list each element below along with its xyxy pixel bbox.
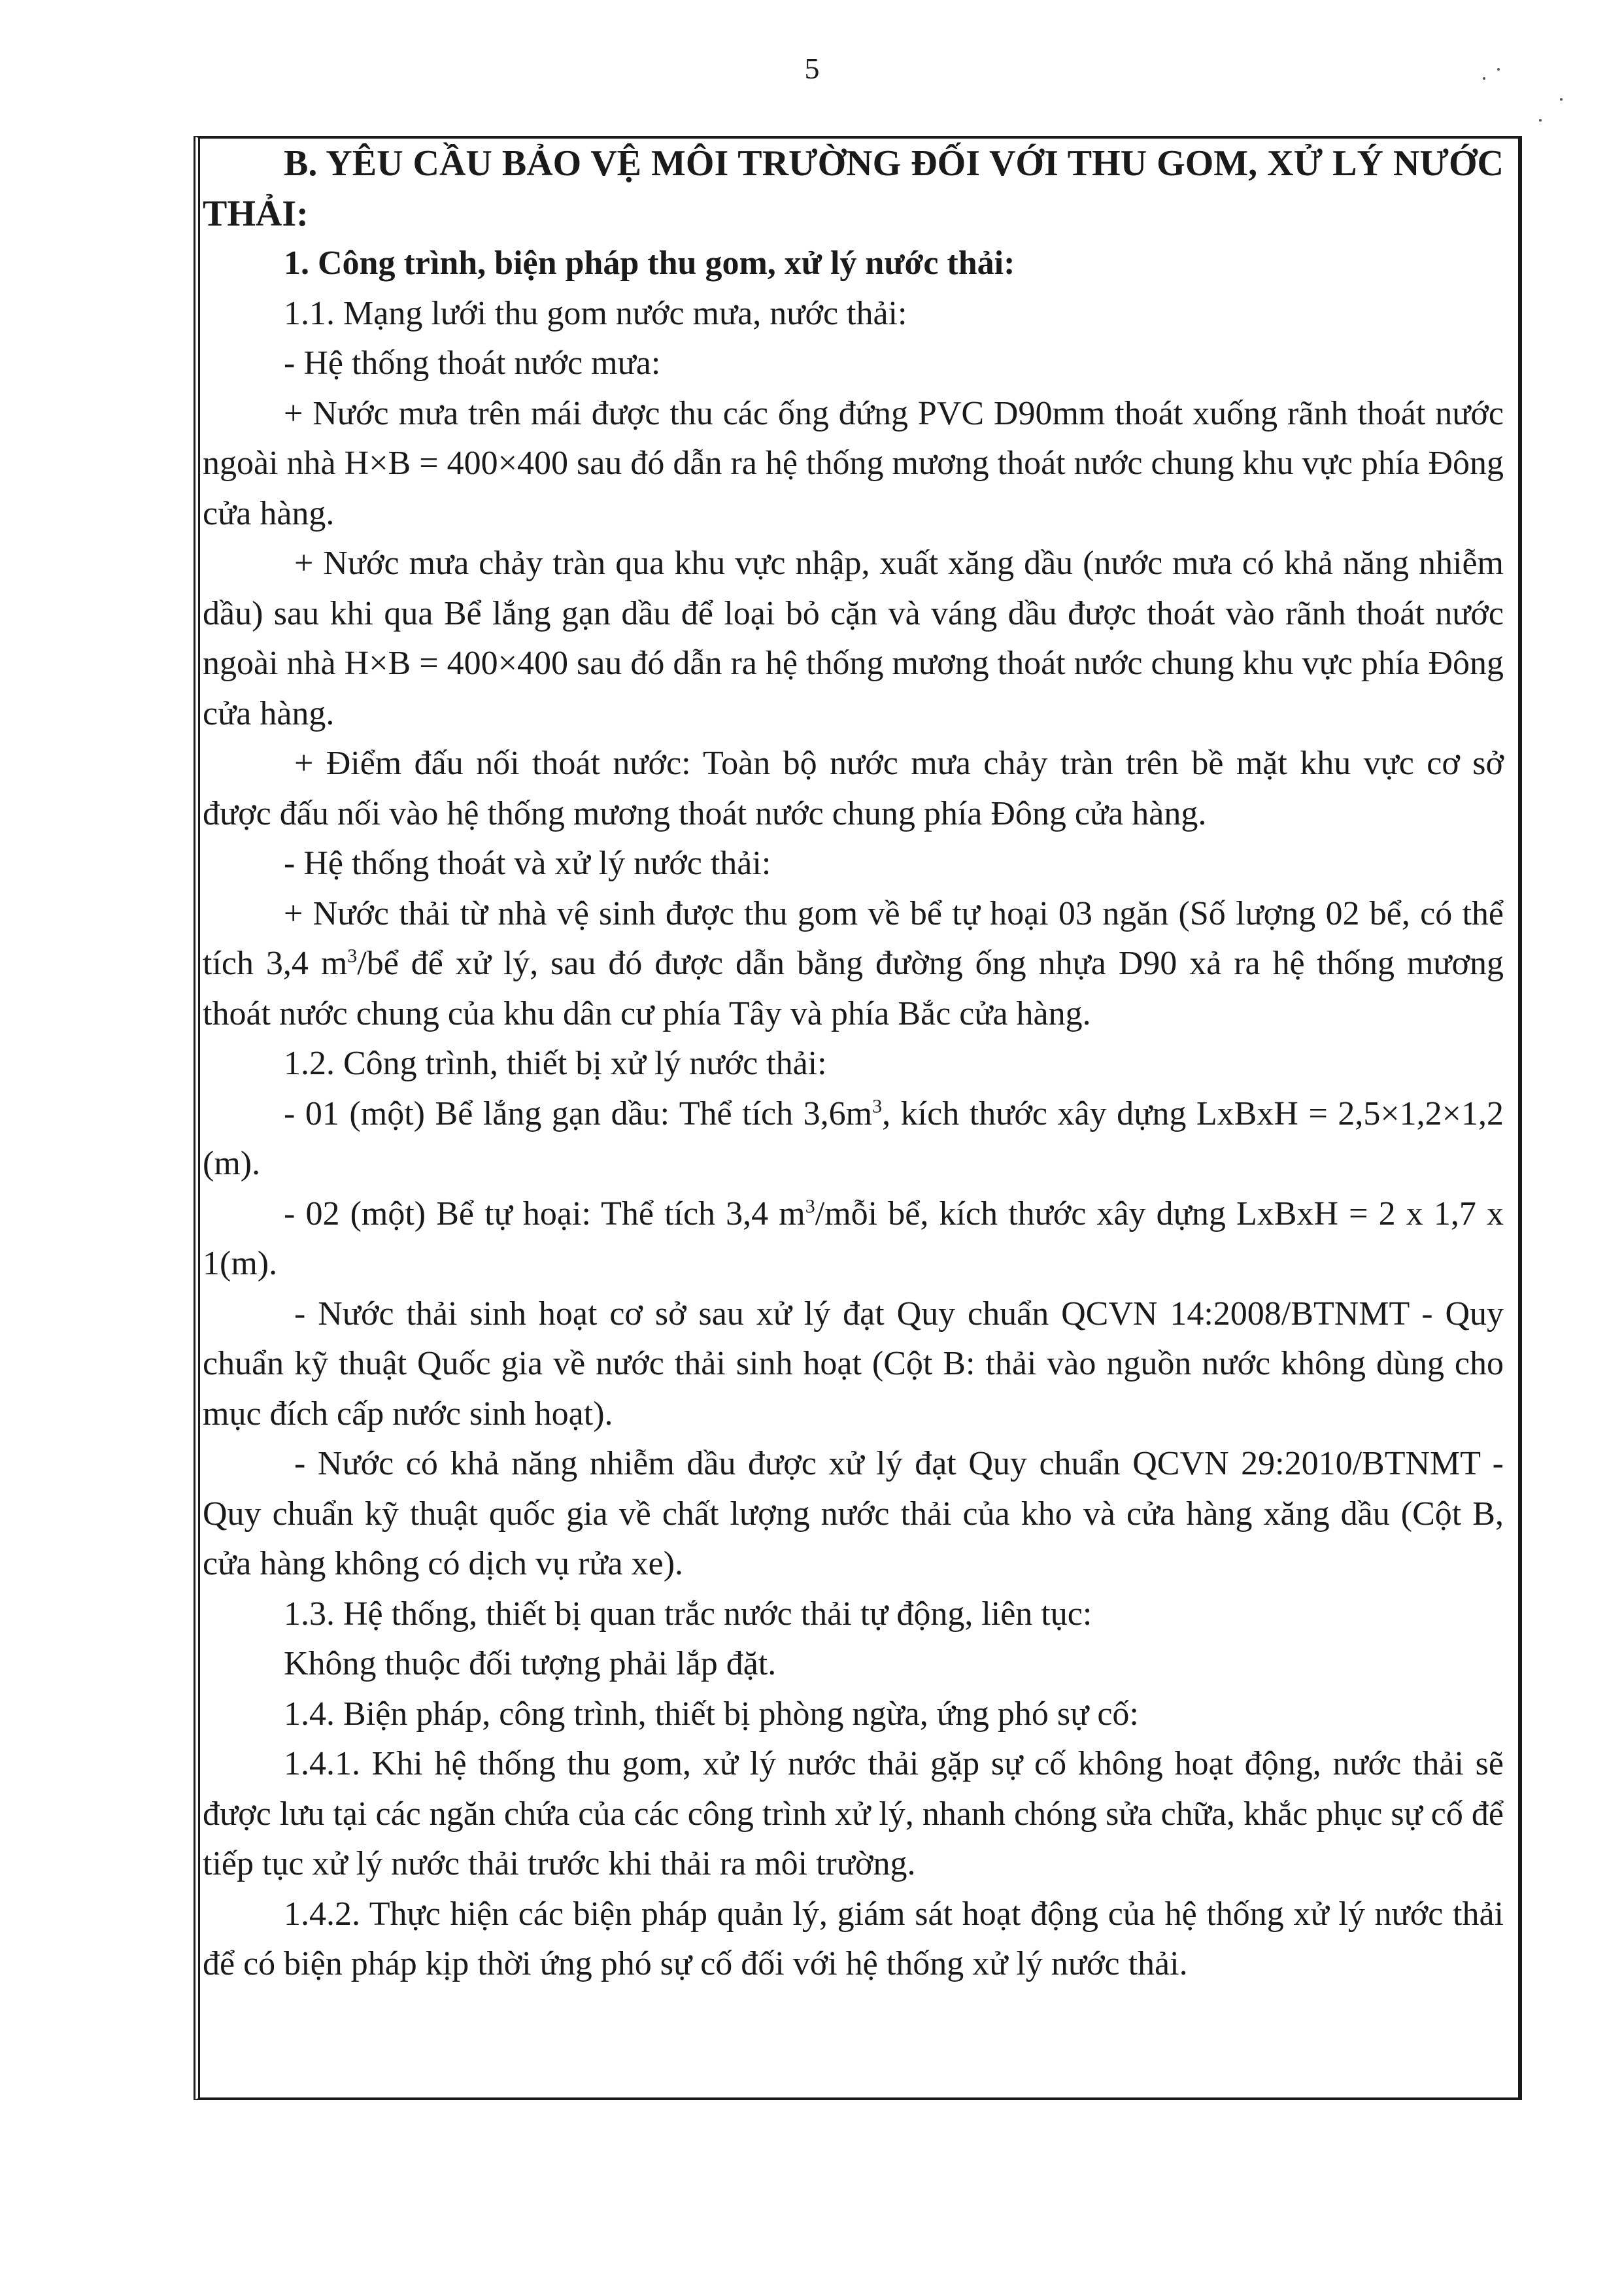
subheading-1-1: 1.1. Mạng lưới thu gom nước mưa, nước thải:	[284, 294, 907, 332]
scan-speck	[1560, 98, 1563, 101]
waste-paragraph-1	[203, 889, 1504, 1040]
equipment-2	[203, 1189, 1504, 1289]
rain-paragraph-1: + Nước mưa trên mái được thu các ống đứng PVC D90mm thoát xuống rãnh thoát nước ngoài nhà H×B = 400×400 sau đó dẫn ra hệ thống mương thoát nước chung khu vực phía Đông cửa hàng.	[203, 394, 1504, 532]
rain-paragraph-3: + Điểm đấu nối thoát nước: Toàn bộ nước mưa chảy tràn trên bề mặt khu vực cơ sở được đấu nối vào hệ thống mương thoát nước chung phía Đông cửa hàng.	[203, 745, 1504, 832]
equipment-1	[203, 1089, 1504, 1189]
paragraph-1-4-1: 1.4.1. Khi hệ thống thu gom, xử lý nước thải gặp sự cố không hoạt động, nước thải sẽ được lưu tại các ngăn chứa của các công trình xử lý, nhanh chóng sửa chữa, khắc phục sự cố để tiếp tục xử lý nước thải trước khi thải ra môi trường.	[203, 1745, 1504, 1882]
equipment-2-part-b: /mỗi bể, kích thước xây dựng LxBxH = 2 x 1,7 x 1(m).	[203, 1195, 1504, 1282]
subheading-1-3-body: Không thuộc đối tượng phải lắp đặt.	[284, 1645, 777, 1682]
standard-2: - Nước có khả năng nhiễm dầu được xử lý đạt Quy chuẩn QCVN 29:2010/BTNMT - Quy chuẩn kỹ thuật quốc gia về chất lượng nước thải của kho và cửa hàng xăng dầu (Cột B, cửa hàng không có dịch vụ rửa xe).	[203, 1445, 1504, 1582]
section-title: B. YÊU CẦU BẢO VỆ MÔI TRƯỜNG ĐỐI VỚI THU GOM, XỬ LÝ NƯỚC THẢI:	[203, 143, 1504, 234]
rain-system-label: - Hệ thống thoát nước mưa:	[284, 345, 661, 382]
scan-speck	[1497, 68, 1500, 71]
page-number: 5	[804, 52, 820, 85]
equipment-1-part-a: - 01 (một) Bể lắng gạn dầu: Thể tích 3,6m	[284, 1095, 873, 1132]
document-body	[203, 139, 1504, 1990]
waste-p1-superscript: 3	[347, 945, 358, 967]
waste-p1-part-a: + Nước thải từ nhà vệ sinh được thu gom về bể tự hoại 03 ngăn (Số lượng 02 bể, có thể tích 3,4 m	[203, 894, 1504, 982]
subheading-1-2: 1.2. Công trình, thiết bị xử lý nước thải:	[284, 1045, 827, 1082]
rain-paragraph-2: + Nước mưa chảy tràn qua khu vực nhập, xuất xăng dầu (nước mưa có khả năng nhiễm dầu) sau khi qua Bể lắng gạn dầu để loại bỏ cặn và váng dầu được thoát vào rãnh thoát nước ngoài nhà H×B = 400×400 sau đó dẫn ra hệ thống mương thoát nước chung khu vực phía Đông cửa hàng.	[203, 545, 1504, 732]
standard-1: - Nước thải sinh hoạt cơ sở sau xử lý đạt Quy chuẩn QCVN 14:2008/BTNMT - Quy chuẩn kỹ thuật Quốc gia về nước thải sinh hoạt (Cột B: thải vào nguồn nước không dùng cho mục đích cấp nước sinh hoạt).	[203, 1295, 1504, 1433]
equipment-1-superscript: 3	[872, 1095, 883, 1117]
paragraph-1-4-2: 1.4.2. Thực hiện các biện pháp quản lý, giám sát hoạt động của hệ thống xử lý nước thải để có biện pháp kịp thời ứng phó sự cố đối với hệ thống xử lý nước thải.	[203, 1895, 1504, 1982]
scan-speck	[1539, 119, 1542, 122]
equipment-2-superscript: 3	[805, 1195, 815, 1217]
scan-speck	[1483, 77, 1485, 80]
subheading-1-3: 1.3. Hệ thống, thiết bị quan trắc nước thải tự động, liên tục:	[284, 1595, 1092, 1633]
equipment-2-part-a: - 02 (một) Bể tự hoại: Thể tích 3,4 m	[284, 1195, 805, 1232]
waste-p1-part-b: /bể để xử lý, sau đó được dẫn bằng đường ống nhựa D90 xả ra hệ thống mương thoát nước chung của khu dân cư phía Tây và phía Bắc cửa hàng.	[203, 945, 1504, 1032]
heading-1: 1. Công trình, biện pháp thu gom, xử lý nước thải:	[284, 245, 1015, 282]
equipment-1-part-b: , kích thước xây dựng LxBxH = 2,5×1,2×1,2 (m).	[203, 1095, 1504, 1182]
subheading-1-4: 1.4. Biện pháp, công trình, thiết bị phòng ngừa, ứng phó sự cố:	[284, 1695, 1139, 1733]
waste-system-label: - Hệ thống thoát và xử lý nước thải:	[284, 845, 771, 882]
